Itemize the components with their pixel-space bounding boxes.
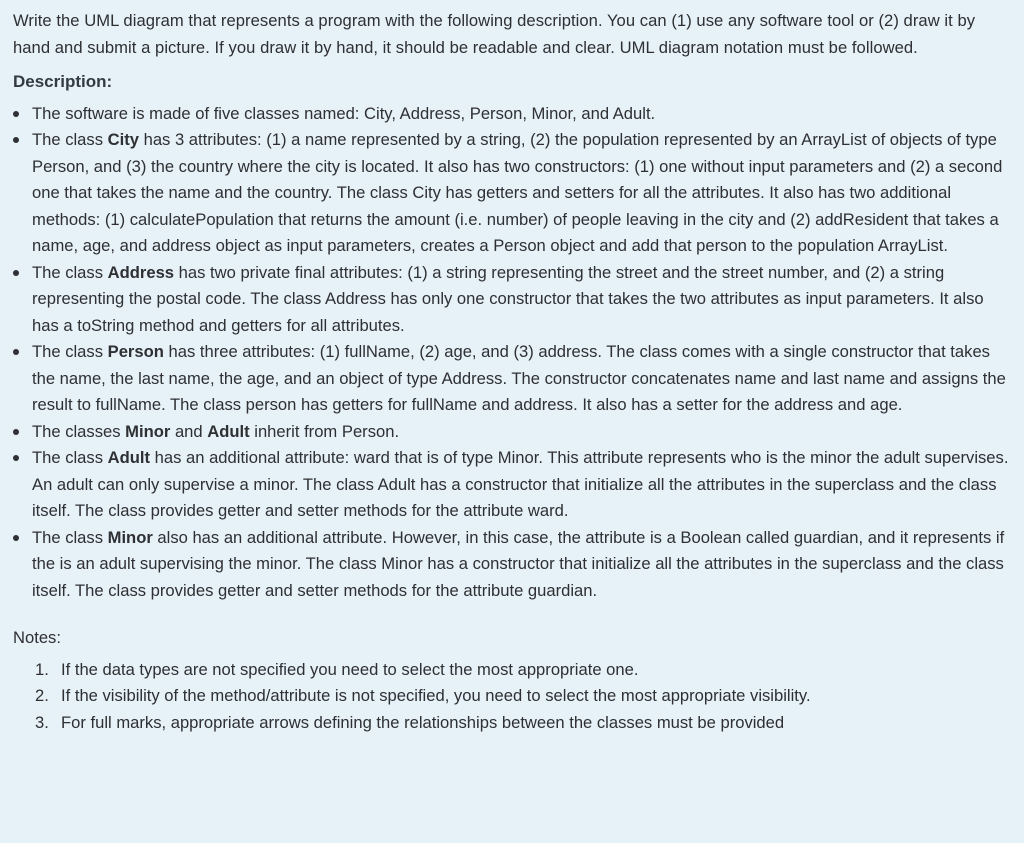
bullet-item-classes: The software is made of five classes named: City, Address, Person, Minor, and Adult.: [13, 101, 1010, 128]
bullet-item-city: The class City has 3 attributes: (1) a name represented by a string, (2) the population represented by an ArrayList of objects of type Person, and (3) the country where the city is located. It also has two constructors: (1) one without input parameters and (2) a second one that takes the name and the country. The class City has getters and setters for all the attributes. It also has two additional methods: (1) calculatePopulation that returns the amount (i.e. number) of people leaving in the city and (2) addResident that takes a name, age, and address object as input parameters, creates a Person object and add that person to the population ArrayList.: [13, 127, 1010, 260]
bullet-item-adult: The class Adult has an additional attribute: ward that is of type Minor. This attribute represents who is the minor the adult supervises. An adult can only supervise a minor. The class Adult has a constructor that initialize all the attributes in the superclass and the class itself. The class provides getter and setter methods for the attribute ward.: [13, 445, 1010, 525]
description-list: [13, 101, 1010, 605]
class-name-adult: Adult: [207, 421, 250, 441]
class-name-city: City: [107, 130, 139, 149]
bullet-item-address: The class Address has two private final attributes: (1) a string representing the street and the street number, and (2) a string representing the postal code. The class Address has only one constructor that takes the two attributes as input parameters. It also has a toString method and getters for all attributes.: [13, 260, 1010, 340]
class-name-person: Person: [107, 342, 164, 361]
note-number: 3.: [35, 712, 49, 732]
note-number: 2.: [35, 686, 49, 705]
description-heading: Description:: [13, 72, 113, 91]
notes-heading: Notes:: [13, 628, 61, 647]
bullet-item-inheritance: The classes Minor and Adult inherit from Person.: [13, 419, 1010, 446]
note-item: 1. If the data types are not specified you need to select the most appropriate one.: [13, 657, 1010, 684]
class-name-minor: Minor: [125, 421, 171, 441]
note-number: 1.: [35, 659, 49, 679]
class-name-address: Address: [107, 262, 175, 282]
intro-paragraph: Write the UML diagram that represents a program with the following description. You can (1) use any software tool or (2) draw it by hand and submit a picture. If you draw it by hand, it should be readable and clear. UML diagram notation must be followed.: [13, 11, 976, 57]
notes-list: [13, 657, 1010, 737]
class-name-adult: Adult: [107, 448, 151, 467]
bullet-item-person: The class Person has three attributes: (1) fullName, (2) age, and (3) address. The class comes with a single constructor that takes the name, the last name, the age, and an object of type Address. The constructor concatenates name and last name and assigns the result to fullName. The class person has getters for fullName and address. It also has a setter for the address and age.: [13, 339, 1010, 419]
class-name-minor: Minor: [107, 527, 153, 547]
bullet-item-minor: The class Minor also has an additional attribute. However, in this case, the attribute is a Boolean called guardian, and it represents if the is an adult supervising the minor. The class Minor has a constructor that initialize all the attributes in the superclass and the class itself. The class provides getter and setter methods for the attribute guardian.: [13, 525, 1010, 605]
note-item: 3. For full marks, appropriate arrows defining the relationships between the classes must be provided: [13, 710, 1010, 737]
note-item: 2. If the visibility of the method/attribute is not specified, you need to select the most appropriate visibility.: [13, 683, 1010, 710]
